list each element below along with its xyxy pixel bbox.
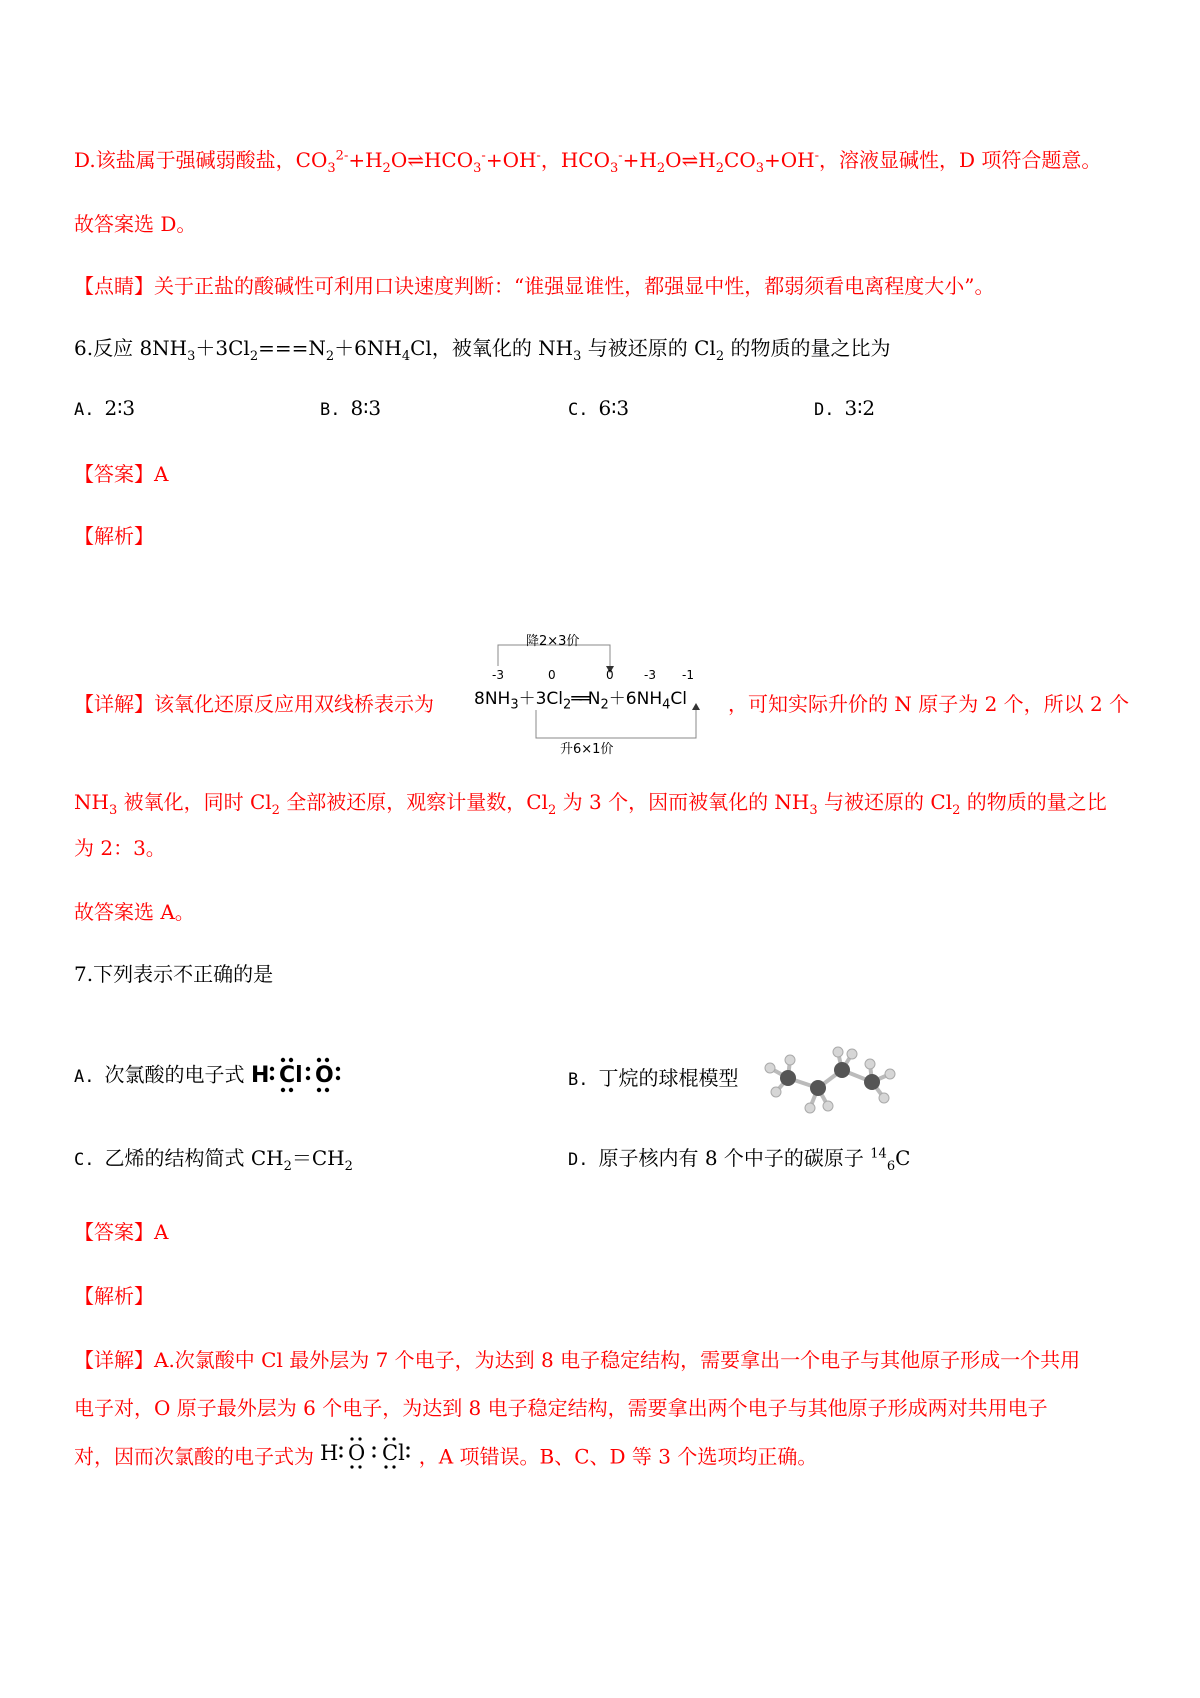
q7-detail-1: 【详解】A.次氯酸中 Cl 最外层为 7 个电子，为达到 8 电子稳定结构，需要拿出一个电子与其他原子形成一个共用 bbox=[74, 1348, 1081, 1372]
q6-detail-left: 【详解】该氧化还原反应用双线桥表示为 bbox=[74, 692, 434, 716]
lewis-cl: Cl bbox=[278, 1063, 303, 1088]
answer-6: 故答案选 A。 bbox=[74, 900, 195, 924]
q6-detail-right: ，可知实际升价的 N 原子为 2 个，所以 2 个 bbox=[728, 692, 1130, 716]
carbon-atom bbox=[834, 1062, 850, 1078]
lewis-h: H bbox=[320, 1441, 339, 1465]
q6-detail-2: $NH_3$ 被氧化，同时 $Cl_2$ 全部被还原，观察计量数，$Cl_2$ 为 3 个，因而被氧化的 $NH_3$ 与被还原的 $Cl_2$ 的物质的量之比 bbox=[74, 790, 1107, 818]
q7-option-d: D. 原子核内有 8 个中子的碳原子 $^{14}_6$C bbox=[568, 1146, 911, 1174]
double-line-bridge-formula bbox=[474, 630, 724, 756]
ox-state: 0 bbox=[548, 668, 556, 682]
q7-analysis-label: 【解析】 bbox=[74, 1284, 154, 1308]
butane-ball-stick-model bbox=[760, 1040, 900, 1130]
tip: 【点睛】关于正盐的酸碱性可利用口诀速度判断：“谁强显谁性，都强显中性，都弱须看电离程度大小”。 bbox=[74, 274, 995, 298]
q6-analysis-label: 【解析】 bbox=[74, 524, 154, 548]
q6-option-c: C. 6∶3 bbox=[568, 396, 630, 420]
lewis-h: H bbox=[250, 1063, 270, 1088]
q6-option-b: B. 8∶3 bbox=[320, 396, 382, 420]
q6-detail-3: 为 2：3。 bbox=[74, 836, 166, 860]
question-6: 6.反应 $8NH_3+3Cl_2===N_2+6NH_4Cl$，被氧化的 $NH_3$ 与被还原的 $Cl_2$ 的物质的量之比为 bbox=[74, 336, 891, 364]
q6-option-d: D. 3∶2 bbox=[814, 396, 876, 420]
lewis-structure-wrong bbox=[251, 1054, 343, 1098]
lewis-o: O bbox=[348, 1441, 366, 1465]
ox-state: 0 bbox=[606, 668, 614, 682]
q7-detail-3: 对，因而次氯酸的电子式为 H O Cl ，A 项错误。B、C、D 等 3 个选项均正确。 bbox=[74, 1440, 817, 1476]
lewis-cl: Cl bbox=[382, 1441, 406, 1465]
q7-answer: 【答案】A bbox=[74, 1220, 169, 1244]
formula-equation: $8NH_3+3Cl_2══N_2+6NH_4Cl$ bbox=[474, 689, 687, 713]
q7-option-b: B. 丁烷的球棍模型 bbox=[568, 1066, 739, 1090]
carbon-atom bbox=[810, 1080, 826, 1096]
carbon-atom bbox=[864, 1074, 880, 1090]
raise-label: 升6×1价 bbox=[560, 742, 614, 757]
lewis-structure-correct bbox=[320, 1440, 412, 1476]
question-7: 7.下列表示不正确的是 bbox=[74, 962, 274, 986]
answer-5: 故答案选 D。 bbox=[74, 212, 197, 236]
d-explanation: D.该盐属于强碱弱酸盐，$CO_3^{2-}+H_2O\rightleftharpoons HCO_3^-+OH^-$，$HCO_3^-+H_2O\rightleftharpoons H_2CO_3+OH^-$，溶液显碱性，D 项符合题意。 bbox=[74, 148, 1102, 176]
q6-option-a: A. 2∶3 bbox=[74, 396, 136, 420]
q6-answer: 【答案】A bbox=[74, 462, 169, 486]
lewis-o: O bbox=[314, 1063, 334, 1088]
q7-option-c: C. 乙烯的结构简式 $CH_2=CH_2$ bbox=[74, 1146, 353, 1174]
ox-state: -1 bbox=[682, 668, 694, 682]
ox-state: -3 bbox=[492, 668, 504, 682]
q7-detail-2: 电子对，O 原子最外层为 6 个电子，为达到 8 电子稳定结构，需要拿出两个电子与其他原子形成两对共用电子 bbox=[74, 1396, 1048, 1420]
carbon-atom bbox=[780, 1070, 796, 1086]
ox-state: -3 bbox=[644, 668, 656, 682]
q7-option-a: A. 次氯酸的电子式 H Cl O bbox=[74, 1054, 343, 1098]
reduce-label: 降2×3价 bbox=[526, 634, 580, 649]
